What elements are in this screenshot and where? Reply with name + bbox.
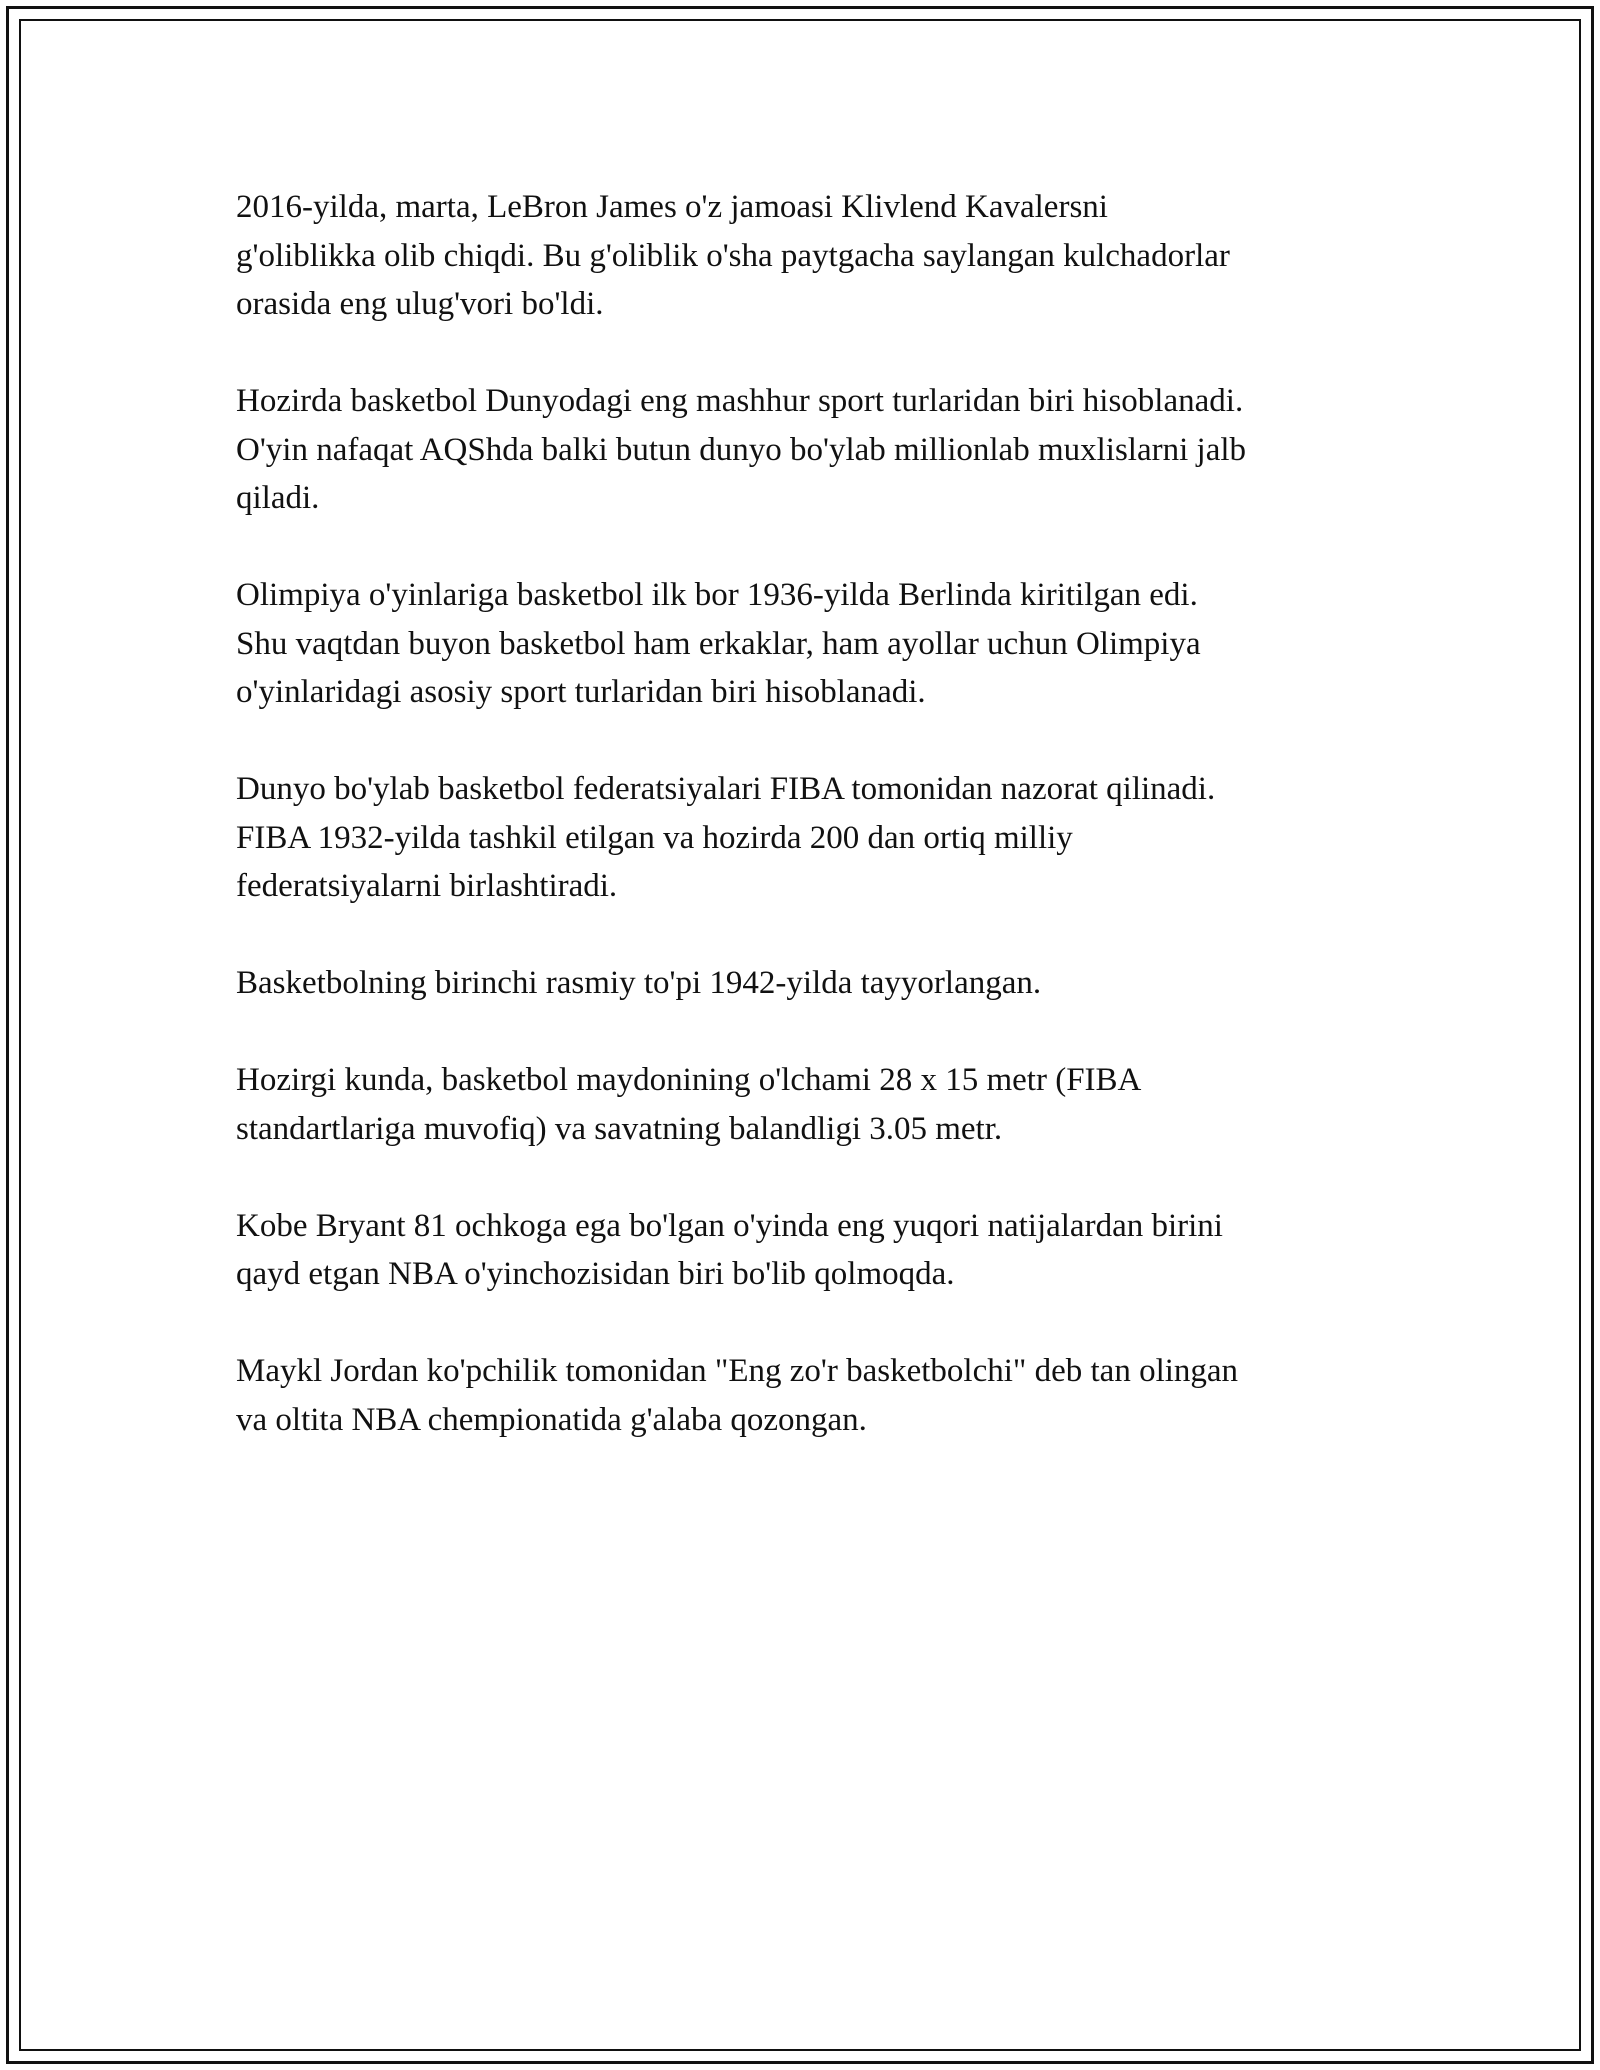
text-line: Basketbolning birinchi rasmiy to'pi 1942-yilda tayyorlangan. (236, 965, 1042, 1001)
paragraph-lebron (236, 183, 1376, 329)
text-line: qayd etgan NBA o'yinchozisidan biri bo'lib qolmoqda. (236, 1256, 955, 1292)
document-body (236, 183, 1376, 1493)
text-line: standartlariga muvofiq) va savatning balandligi 3.05 metr. (236, 1110, 1003, 1147)
text-line: Maykl Jordan ko'pchilik tomonidan "Eng zo'r basketbolchi" deb tan olingan (236, 1353, 1239, 1389)
paragraph-olympics (236, 571, 1376, 717)
text-line: va oltita NBA chempionatida g'alaba qozongan. (236, 1401, 867, 1438)
paragraph-kobe (236, 1202, 1376, 1299)
text-line: Hozirgi kunda, basketbol maydonining o'lchami 28 x 15 metr (FIBA (236, 1062, 1142, 1098)
text-line: Kobe Bryant 81 ochkoga ega bo'lgan o'yinda eng yuqori natijalardan birini (236, 1207, 1223, 1244)
text-line: Dunyo bo'ylab basketbol federatsiyalari FIBA tomonidan nazorat qilinadi. (236, 771, 1216, 807)
text-line: Hozirda basketbol Dunyodagi eng mashhur sport turlaridan biri hisoblanadi. (236, 383, 1244, 419)
text-line: O'yin nafaqat AQShda balki butun dunyo bo'ylab millionlab muxlislarni jalb (236, 431, 1247, 468)
text-line: Shu vaqtdan buyon basketbol ham erkaklar, ham ayollar uchun Olimpiya (236, 625, 1201, 662)
text-line: orasida eng ulug'vori bo'ldi. (236, 286, 604, 322)
paragraph-fiba (236, 765, 1376, 911)
text-line: federatsiyalarni birlashtiradi. (236, 868, 618, 904)
text-line: 2016-yilda, marta, LeBron James o'z jamoasi Klivlend Kavalersni (236, 189, 1108, 225)
text-line: g'oliblikka olib chiqdi. Bu g'oliblik o'sha paytgacha saylangan kulchadorlar (236, 237, 1230, 274)
text-line: FIBA 1932-yilda tashkil etilgan va hozirda 200 dan ortiq milliy (236, 819, 1073, 856)
paragraph-first-ball (236, 959, 1376, 1008)
text-line: qiladi. (236, 480, 320, 516)
paragraph-jordan (236, 1347, 1376, 1444)
text-line: Olimpiya o'yinlariga basketbol ilk bor 1936-yilda Berlinda kiritilgan edi. (236, 577, 1198, 613)
paragraph-popularity (236, 377, 1376, 523)
text-line: o'yinlaridagi asosiy sport turlaridan biri hisoblanadi. (236, 674, 926, 710)
paragraph-court-size (236, 1056, 1376, 1153)
